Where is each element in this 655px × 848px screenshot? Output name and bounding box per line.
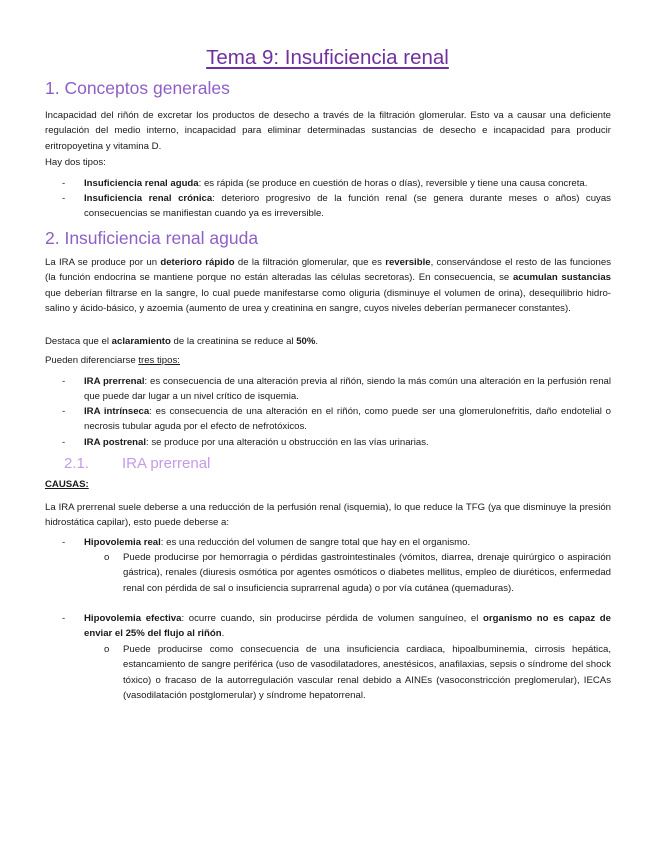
text-run: La IRA se produce por un	[45, 257, 161, 268]
text-run: .	[315, 336, 319, 347]
bold-run: reversible	[385, 257, 431, 268]
underlined-run: tres tipos:	[138, 355, 180, 366]
text-run: , conservándose el resto de las funciones (la función endocrina se mantiene porque no están alteradas las células secretoras). En consecuencia, se	[45, 257, 611, 284]
bold-run: deterioro rápido	[160, 257, 235, 268]
cause-subitem-hipovolemia-real: o Puede producirse por hemorragia o pérdidas gastrointestinales (vómitos, diarrea, drenaje quirúrgico o aspiración gástrica), renales (diuresis osmótica por agentes osmóticos o diabetes mellitus, empleo de diuréticos, enfermedad renal con pérdida de sal o insuficiencia suprarrenal aguda) o por vía cutánea (quemaduras).	[123, 550, 611, 596]
page-title: Tema 9: Insuficiencia renal	[206, 46, 449, 69]
bold-run: 50%	[296, 336, 316, 347]
section-2-1-intro: La IRA prerrenal suele deberse a una reducción de la perfusión renal (isquemia), lo que reduce la TFG (ya que disminuye la presión hidrostática capilar), esto puede deberse a:	[45, 502, 611, 529]
cause-item-hipovolemia-real	[84, 535, 611, 550]
cause-subitem-hipovolemia-efectiva: o Puede producirse como consecuencia de una insuficiencia cardiaca, hipoalbuminemia, cirrosis hepática, estancamiento de sangre periférica (uso de vasodilatadores, anestésicos, anafilaxias, sepsis o síndrome del shock tóxico) o fracaso de la autorregulación vascular renal debido a AINEs (vasoconstricción preglomerular), IECAs (vasodilatación postglomerular) y síndrome hepatorrenal.	[123, 642, 611, 703]
section-2-paragraph-3	[45, 353, 611, 368]
term: IRA intrínseca	[84, 406, 150, 417]
type-item-aguda	[84, 176, 611, 191]
definition: : deterioro progresivo de la función renal (se genera durante meses o años) cuyas consecuencias se manifiestan cuando ya es irreversible.	[84, 193, 611, 220]
section-title: IRA prerrenal	[122, 455, 211, 472]
bold-run: organismo no es capaz de enviar el 25% del flujo al riñón	[84, 613, 611, 640]
term: Insuficiencia renal aguda	[84, 178, 199, 189]
term: Hipovolemia efectiva	[84, 613, 182, 624]
definition: : se produce por una alteración u obstrucción en las vías urinarias.	[146, 437, 429, 448]
ira-type-intrinseca	[84, 404, 611, 435]
section-2-paragraph-2	[45, 334, 611, 349]
section-2-1-heading	[64, 455, 210, 472]
type-item-cronica	[84, 191, 611, 222]
definition: : es consecuencia de una alteración en el riñón, como puede ser una glomerulonefritis, daño endotelial o necrosis tubular aguda por el efecto de nefrotóxicos.	[84, 406, 611, 433]
definition: : ocurre cuando, sin producirse pérdida de volumen sanguíneo, el	[181, 613, 484, 624]
causas-label: CAUSAS:	[45, 479, 89, 490]
definition: : es consecuencia de una alteración previa al riñón, siendo la más común una alteración en la perfusión renal que puede dar lugar a un nivel crítico de isquemia.	[84, 376, 612, 403]
text-run: .	[221, 628, 225, 640]
section-2-paragraph-1	[45, 255, 611, 316]
term: IRA prerrenal	[84, 376, 145, 387]
term: Hipovolemia real	[84, 537, 161, 548]
cause-item-hipovolemia-efectiva	[84, 611, 611, 642]
section-1-intro: Incapacidad del riñón de excretar los productos de desecho a través de la filtración glomerular. Esto va a causar una deficiente regulación del medio interno, incapacidad para eliminar determinadas sustancias de desecho e incapacidad para producir eritropoyetina y vitamina D.	[45, 110, 611, 152]
term: IRA postrenal	[84, 437, 147, 448]
ira-type-postrenal	[84, 435, 611, 450]
text-run: Pueden diferenciarse	[45, 355, 139, 366]
section-1-heading: 1. Conceptos generales	[45, 78, 230, 98]
text-run: de la creatinina se reduce al	[170, 336, 297, 347]
definition: : es una reducción del volumen de sangre total que hay en el organismo.	[160, 537, 471, 548]
term: Insuficiencia renal crónica	[84, 193, 213, 204]
definition: : es rápida (se produce en cuestión de horas o días), reversible y tiene una causa concreta.	[198, 178, 588, 189]
text-run: de la filtración glomerular, que es	[234, 257, 386, 268]
section-number: 2.1.	[64, 455, 90, 472]
text-run: Destaca que el	[45, 336, 112, 347]
ira-type-prerrenal	[84, 374, 611, 405]
bold-run: aclaramiento	[111, 336, 171, 347]
types-intro: Hay dos tipos:	[45, 157, 106, 168]
section-2-heading: 2. Insuficiencia renal aguda	[45, 228, 259, 248]
bold-run: acumulan sustancias	[512, 272, 611, 284]
text-run: que deberían filtrarse en la sangre, lo cual puede manifestarse como oliguria (disminuye el volumen de orina), desequilibrio hidro-salino y ácido-básico, y azoemia (aumento de urea y creatinina en sangre, cuyos niveles deberían permanecer constantes).	[45, 287, 611, 314]
